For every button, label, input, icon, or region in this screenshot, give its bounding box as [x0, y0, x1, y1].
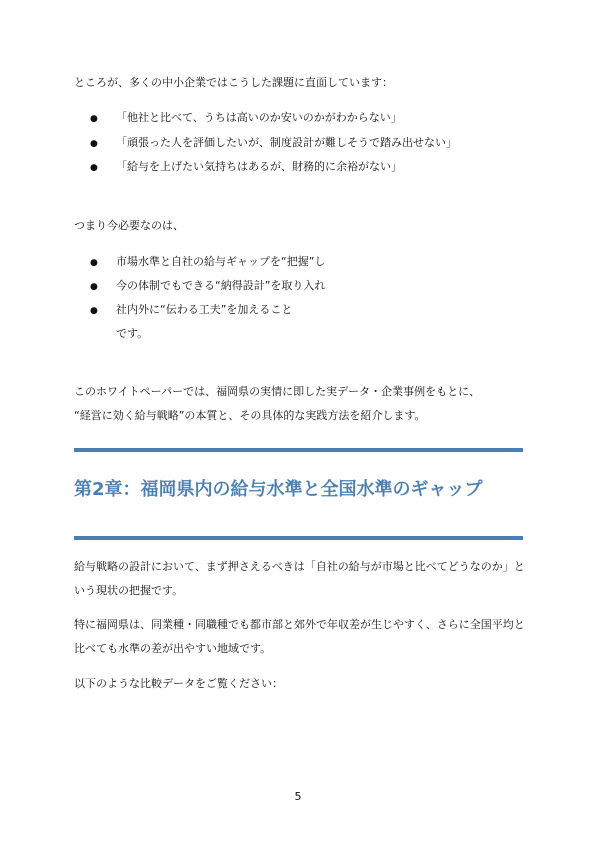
chapter-heading: 第2章：福岡県内の給与水準と全国水準のギャップ	[74, 479, 483, 500]
intro-paragraph: ところが、多くの中小企業ではこうした課題に直面しています：	[74, 76, 393, 89]
list-item-text: 市場水準と自社の給与ギャップを“把握”し	[116, 255, 326, 268]
section-rule-bottom	[74, 536, 523, 540]
list-item-text: 「他社と比べて、うちは高いのか安いのかがわからない」	[116, 111, 402, 124]
list-item-text: 今の体制でもできる“納得設計”を取り入れ	[116, 279, 326, 292]
list-item-text: 「給与を上げたい気持ちはあるが、財務的に余裕がない」	[116, 160, 402, 173]
list-trailing-text: です。	[116, 327, 149, 340]
summary-line-2: “経営に効く給与戦略”の本質と、その具体的な実践方法を紹介します。	[74, 409, 426, 422]
body-paragraph-2-line-2: 比べても水準の差が出やすい地域です。	[74, 642, 272, 655]
bullet-icon: ●	[90, 139, 98, 149]
body-paragraph-1-line-2: いう現状の把握です。	[74, 584, 184, 597]
bullet-icon: ●	[90, 258, 98, 268]
list-item	[90, 160, 402, 175]
summary-line-1: このホワイトペーパーでは、福岡県の実情に即した実データ・企業事例をもとに、	[74, 385, 481, 398]
body-paragraph-2-line-1: 特に福岡県は、同業種・同職種でも都市部と郊外で年収差が生じやすく、さらに全国平均と	[74, 618, 525, 631]
body-paragraph-3: 以下のような比較データをご覧ください：	[74, 677, 283, 690]
bullet-icon: ●	[90, 163, 98, 173]
need-paragraph: つまり今必要なのは、	[74, 219, 184, 232]
list-item-text: 「頑張った人を評価したいが、制度設計が難しそうで踏み出せない」	[116, 136, 457, 149]
body-paragraph-1-line-1: 給与戦略の設計において、まず押さえるべきは「自社の給与が市場と比べてどうなのか」と	[74, 560, 525, 573]
list-item	[90, 279, 325, 294]
bullet-icon: ●	[90, 114, 98, 124]
bullet-icon: ●	[90, 282, 98, 292]
section-rule-top	[74, 448, 523, 452]
list-item	[90, 303, 292, 318]
list-item-text: 社内外に“伝わる工夫”を加えること	[116, 303, 293, 316]
bullet-icon: ●	[90, 306, 98, 316]
list-item	[90, 111, 402, 126]
list-item	[90, 136, 457, 151]
page-number: 5	[294, 790, 302, 803]
list-item	[90, 255, 325, 270]
